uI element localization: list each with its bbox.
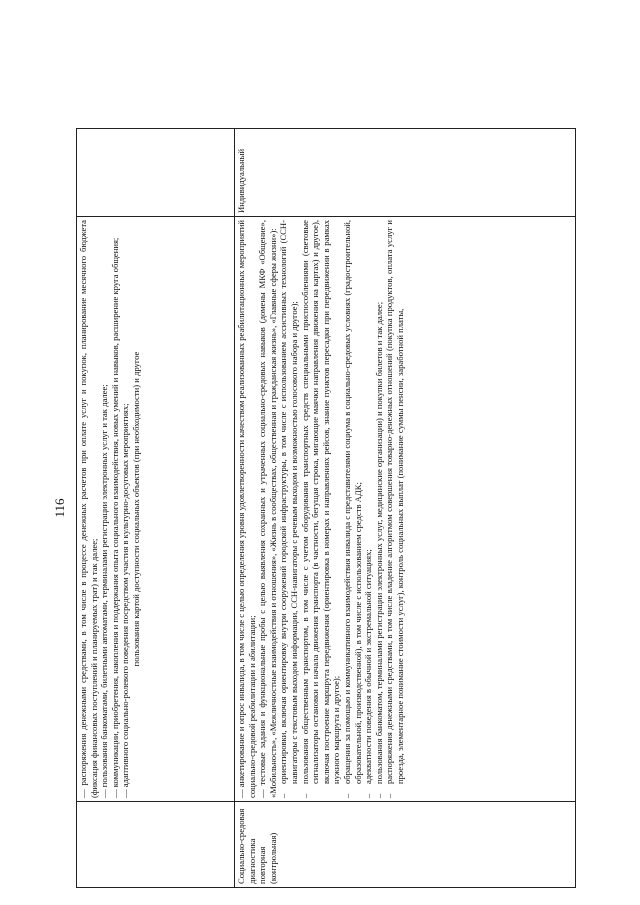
dash-marker: – xyxy=(384,793,395,798)
list-item: — адаптивного социально-ролевого поведения посредством участия в культурно-досуговых мероприятиях; xyxy=(120,403,131,798)
table-row xyxy=(235,129,576,888)
rotated-content xyxy=(48,128,588,888)
dash-marker: – xyxy=(341,793,352,798)
list-item: — распоряжения денежными средствами, в том числе в процессе денежных расчетов при оплате услуг и покупок, планирование месячного бюджета (фиксация финансовых поступлений и планируемых трат) и так далее; xyxy=(78,220,99,798)
sub-item-text: ориентировки, включая ориентировку внутри сооружений городской инфраструктуры, в том числе с использованием ассистивных технологий (ССН-навигаторы с текстовым выходом информации, ССН-навигаторы с речевым выходом и возможностью голосового набора и другое); xyxy=(278,220,299,784)
list-item: — коммуникации, приобретения, накопления и поддержания опыта социального взаимодействия, новых умений и навыков, расширение круга общения; xyxy=(109,237,120,798)
list-item: — анкетирование и опрос инвалида, в том числе с целью определения уровня удовлетворенности качеством реализованных реабилитационных мероприятий социально-средовой реабилитации и абилитации; xyxy=(236,220,257,798)
page-number: 116 xyxy=(52,498,67,518)
sub-list-item xyxy=(384,220,405,798)
program-table xyxy=(76,128,576,888)
sub-list-item xyxy=(300,220,342,798)
list-item: пользования картой доступности социальных объектов (при необходимости) и другое xyxy=(130,351,141,667)
table-row xyxy=(77,129,235,888)
content-cell xyxy=(77,217,235,802)
form-cell: Индивидуальный xyxy=(235,129,576,217)
sub-item-text: пользования общественным транспортом, в том числе с учетом оборудования транспортных средств специальными приспособлениями (световые сигнализаторы остановки и начала движения транспорта (в частности, бегущая строка, мигающие маячки направления движения на картах) и другое), включая построение маршрута передвижения (ориентировка в номерах и направлениях рейсов, знание пунктов пересадки при передвижении в рамках нужного маршрута и другое); xyxy=(299,220,342,784)
content-cell xyxy=(235,217,576,802)
sub-item-text: обращения за помощью и коммуникативного взаимодействия инвалида с представителями социума в социально-средовых условиях (градостроительной, образовательной, производственной), в том числе с использованием средств АДК; xyxy=(341,220,363,784)
sub-item-text: пользования банкоматом, терминалами регистрации электронных услуг, медицинские организации) и покупки билетов и так далее; xyxy=(373,301,384,784)
dash-marker: – xyxy=(363,793,374,798)
stage-cell: Социально-средовая диагностика повторная (контрольная) xyxy=(235,802,576,888)
sub-item-text: распоряжения денежными средствами, в том числе владение алгоритмом совершения товарно-денежных отношений (покупка продуктов, оплата услуг и проезда, элементарное понимание стоимости услуг), контроль социальных выплат (понимание суммы пенсии, заработной платы, xyxy=(384,220,405,784)
list-item: — пользования банкоматами, билетными автоматами, терминалами регистрации электронных услуг и так далее; xyxy=(99,384,110,798)
sub-list-item xyxy=(278,220,299,798)
dash-marker: – xyxy=(299,793,310,798)
sub-list-item xyxy=(374,220,385,798)
sub-list-item xyxy=(363,220,374,798)
stage-cell xyxy=(77,802,235,888)
list-item: — тестовые задания и функциональные пробы с целью выявления сохранных и утраченных социально-средовых навыков (домены МКФ «Общение», «Мобильность», «Межличностные взаимодействия и отношения», «Жизнь в сообществах, общественная и гражданская жизнь», «Главные сферы жизни»): xyxy=(257,220,278,798)
sub-list-item xyxy=(342,220,363,798)
dash-marker: – xyxy=(278,793,289,798)
dash-marker: – xyxy=(373,793,384,798)
form-cell xyxy=(77,129,235,217)
sub-item-text: адекватности поведения в обычной и экстремальной ситуациях; xyxy=(363,549,374,784)
